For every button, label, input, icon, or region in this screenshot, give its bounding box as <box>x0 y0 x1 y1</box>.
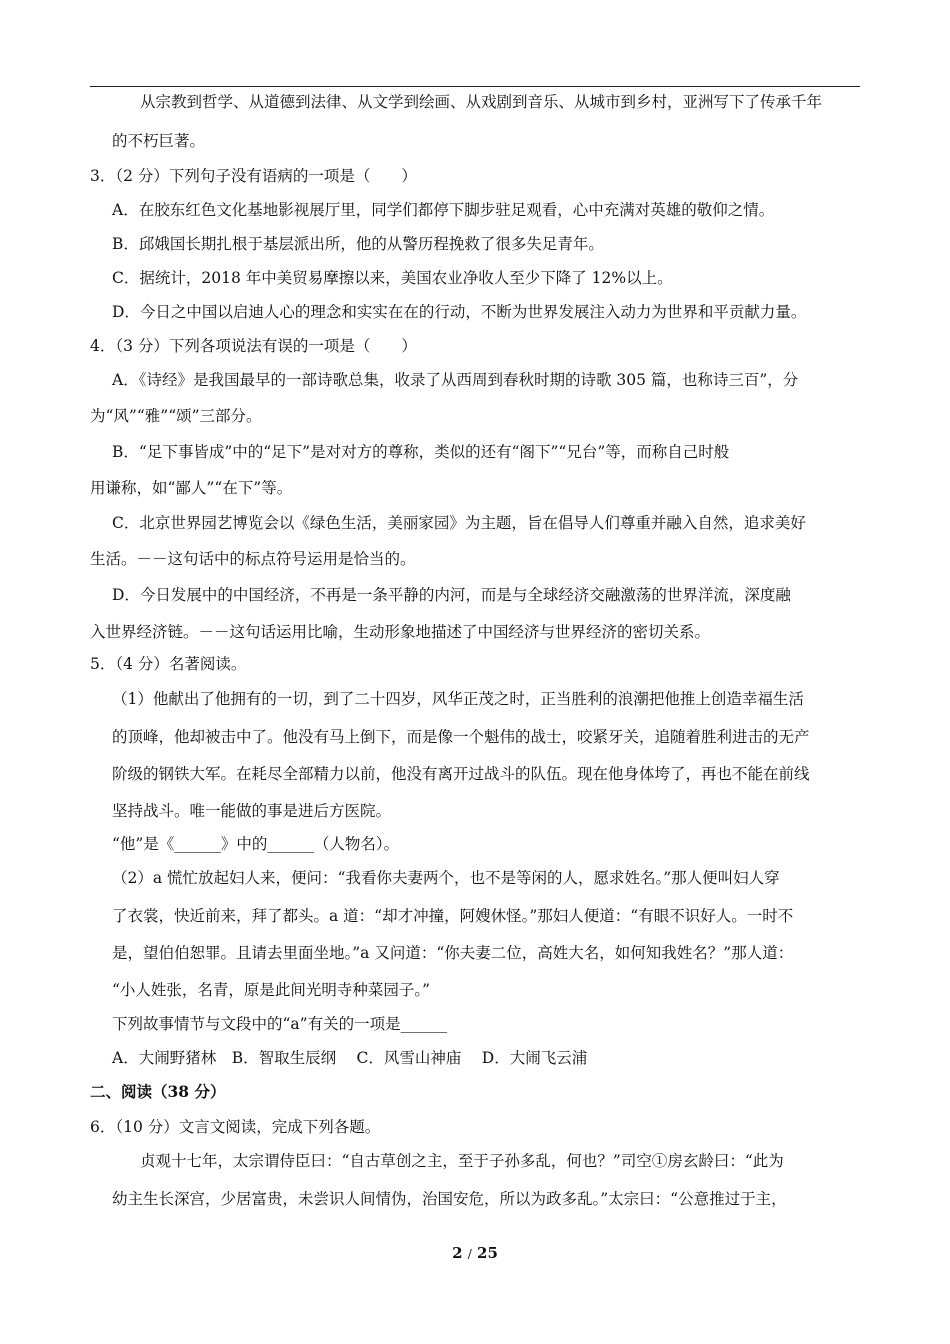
question-3-stem: 3．（2 分）下列句子没有语病的一项是（ ） <box>90 167 417 185</box>
page-current: 2 <box>452 1244 463 1262</box>
question-6-passage-line-1: 贞观十七年，太宗谓侍臣曰：“自古草创之主，至于子孙多乱，何也？”司空①房玄龄曰：“此为 <box>140 1152 784 1170</box>
question-5-part-2-line-4: “小人姓张，名青，原是此间光明寺种菜园子。” <box>112 981 431 999</box>
question-4-option-c-line-2: 生活。－－这句话中的标点符号运用是恰当的。 <box>90 550 416 568</box>
question-4-option-c-line-1: C．北京世界园艺博览会以《绿色生活，美丽家园》为主题，旨在倡导人们尊重并融入自然，追求美好 <box>112 514 806 532</box>
question-5-part-1-line-1: （1）他献出了他拥有的一切，到了二十四岁，风华正茂之时，正当胜利的浪潮把他推上创造幸福生活 <box>112 690 804 708</box>
question-3-option-a: A．在胶东红色文化基地影视展厅里，同学们都停下脚步驻足观看，心中充满对英雄的敬仰之情。 <box>112 201 775 219</box>
question-5-part-1-line-3: 阶级的钢铁大军。在耗尽全部精力以前，他没有离开过战斗的队伍。现在他身体垮了，再也不能在前线 <box>112 765 810 783</box>
question-6-stem: 6．（10 分）文言文阅读，完成下列各题。 <box>90 1118 381 1136</box>
question-3-option-d: D．今日之中国以启迪人心的理念和实实在在的行动，不断为世界发展注入动力为世界和平贡献力量。 <box>112 303 807 321</box>
paragraph-asia-line-2: 的不朽巨著。 <box>112 132 206 150</box>
question-5-part-1-line-4: 坚持战斗。唯一能做的事是进后方医院。 <box>112 802 392 820</box>
question-5-part-2-prompt: 下列故事情节与文段中的“a”有关的一项是______ <box>112 1015 448 1033</box>
question-5-stem: 5．（4 分）名著阅读。 <box>90 655 247 673</box>
question-4-option-b-line-1: B．“足下事皆成”中的“足下”是对对方的尊称，类似的还有“阁下”“兄台”等，而称自己时般 <box>112 443 730 461</box>
page-number <box>0 1244 950 1262</box>
page-separator: / <box>467 1247 472 1261</box>
header-rule <box>90 86 860 87</box>
question-3-option-c: C．据统计，2018 年中美贸易摩擦以来，美国农业净收人至少下降了 12%以上。 <box>112 269 673 287</box>
question-5-part-1-blank: “他”是《______》中的______（人物名）。 <box>112 835 400 853</box>
question-4-option-a-line-2: 为“风”“雅”“颂”三部分。 <box>90 407 262 425</box>
question-4-option-d-line-1: D．今日发展中的中国经济，不再是一条平静的内河，而是与全球经济交融激荡的世界洋流，深度融 <box>112 586 791 604</box>
question-3-option-b: B．邱娥国长期扎根于基层派出所，他的从警历程挽救了很多失足青年。 <box>112 235 604 253</box>
question-4-option-d-line-2: 入世界经济链。－－这句话运用比喻，生动形象地描述了中国经济与世界经济的密切关系。 <box>90 623 711 641</box>
question-4-option-b-line-2: 用谦称，如“鄙人”“在下”等。 <box>90 479 293 497</box>
section-heading-reading: 二、阅读（38 分） <box>90 1082 226 1101</box>
question-5-part-1-line-2: 的顶峰，他却被击中了。他没有马上倒下，而是像一个魁伟的战士，咬紧牙关，追随着胜利进击的无产 <box>112 728 810 746</box>
question-4-option-a-line-1: A．《诗经》是我国最早的一部诗歌总集，收录了从西周到春秋时期的诗歌 305 篇，也称诗三百”，分 <box>112 371 799 389</box>
question-5-part-2-options: A．大闹野猪林 B．智取生辰纲 C．风雪山神庙 D．大闹飞云浦 <box>112 1049 588 1067</box>
question-5-part-2-line-3: 是，望伯伯恕罪。且请去里面坐地。”a 又问道：“你夫妻二位，高姓大名，如何知我姓名？”那人道： <box>112 944 794 962</box>
page-total: 25 <box>477 1244 498 1262</box>
question-5-part-2-line-2: 了衣裳，快近前来，拜了都头。a 道：“却才冲撞，阿嫂休怪。”那妇人便道：“有眼不识好人。一时不 <box>112 907 794 925</box>
paragraph-asia-line-1: 从宗教到哲学、从道德到法律、从文学到绘画、从戏剧到音乐、从城市到乡村，亚洲写下了传承千年 <box>140 93 823 111</box>
question-4-stem: 4．（3 分）下列各项说法有误的一项是（ ） <box>90 337 417 355</box>
question-5-part-2-line-1: （2）a 慌忙放起妇人来，便问：“我看你夫妻两个，也不是等闲的人，愿求姓名。”那人便叫妇人穿 <box>112 869 780 887</box>
question-6-passage-line-2: 幼主生长深宫，少居富贵，未尝识人间情伪，治国安危，所以为政多乱。”太宗曰：“公意推过于主， <box>112 1190 787 1208</box>
